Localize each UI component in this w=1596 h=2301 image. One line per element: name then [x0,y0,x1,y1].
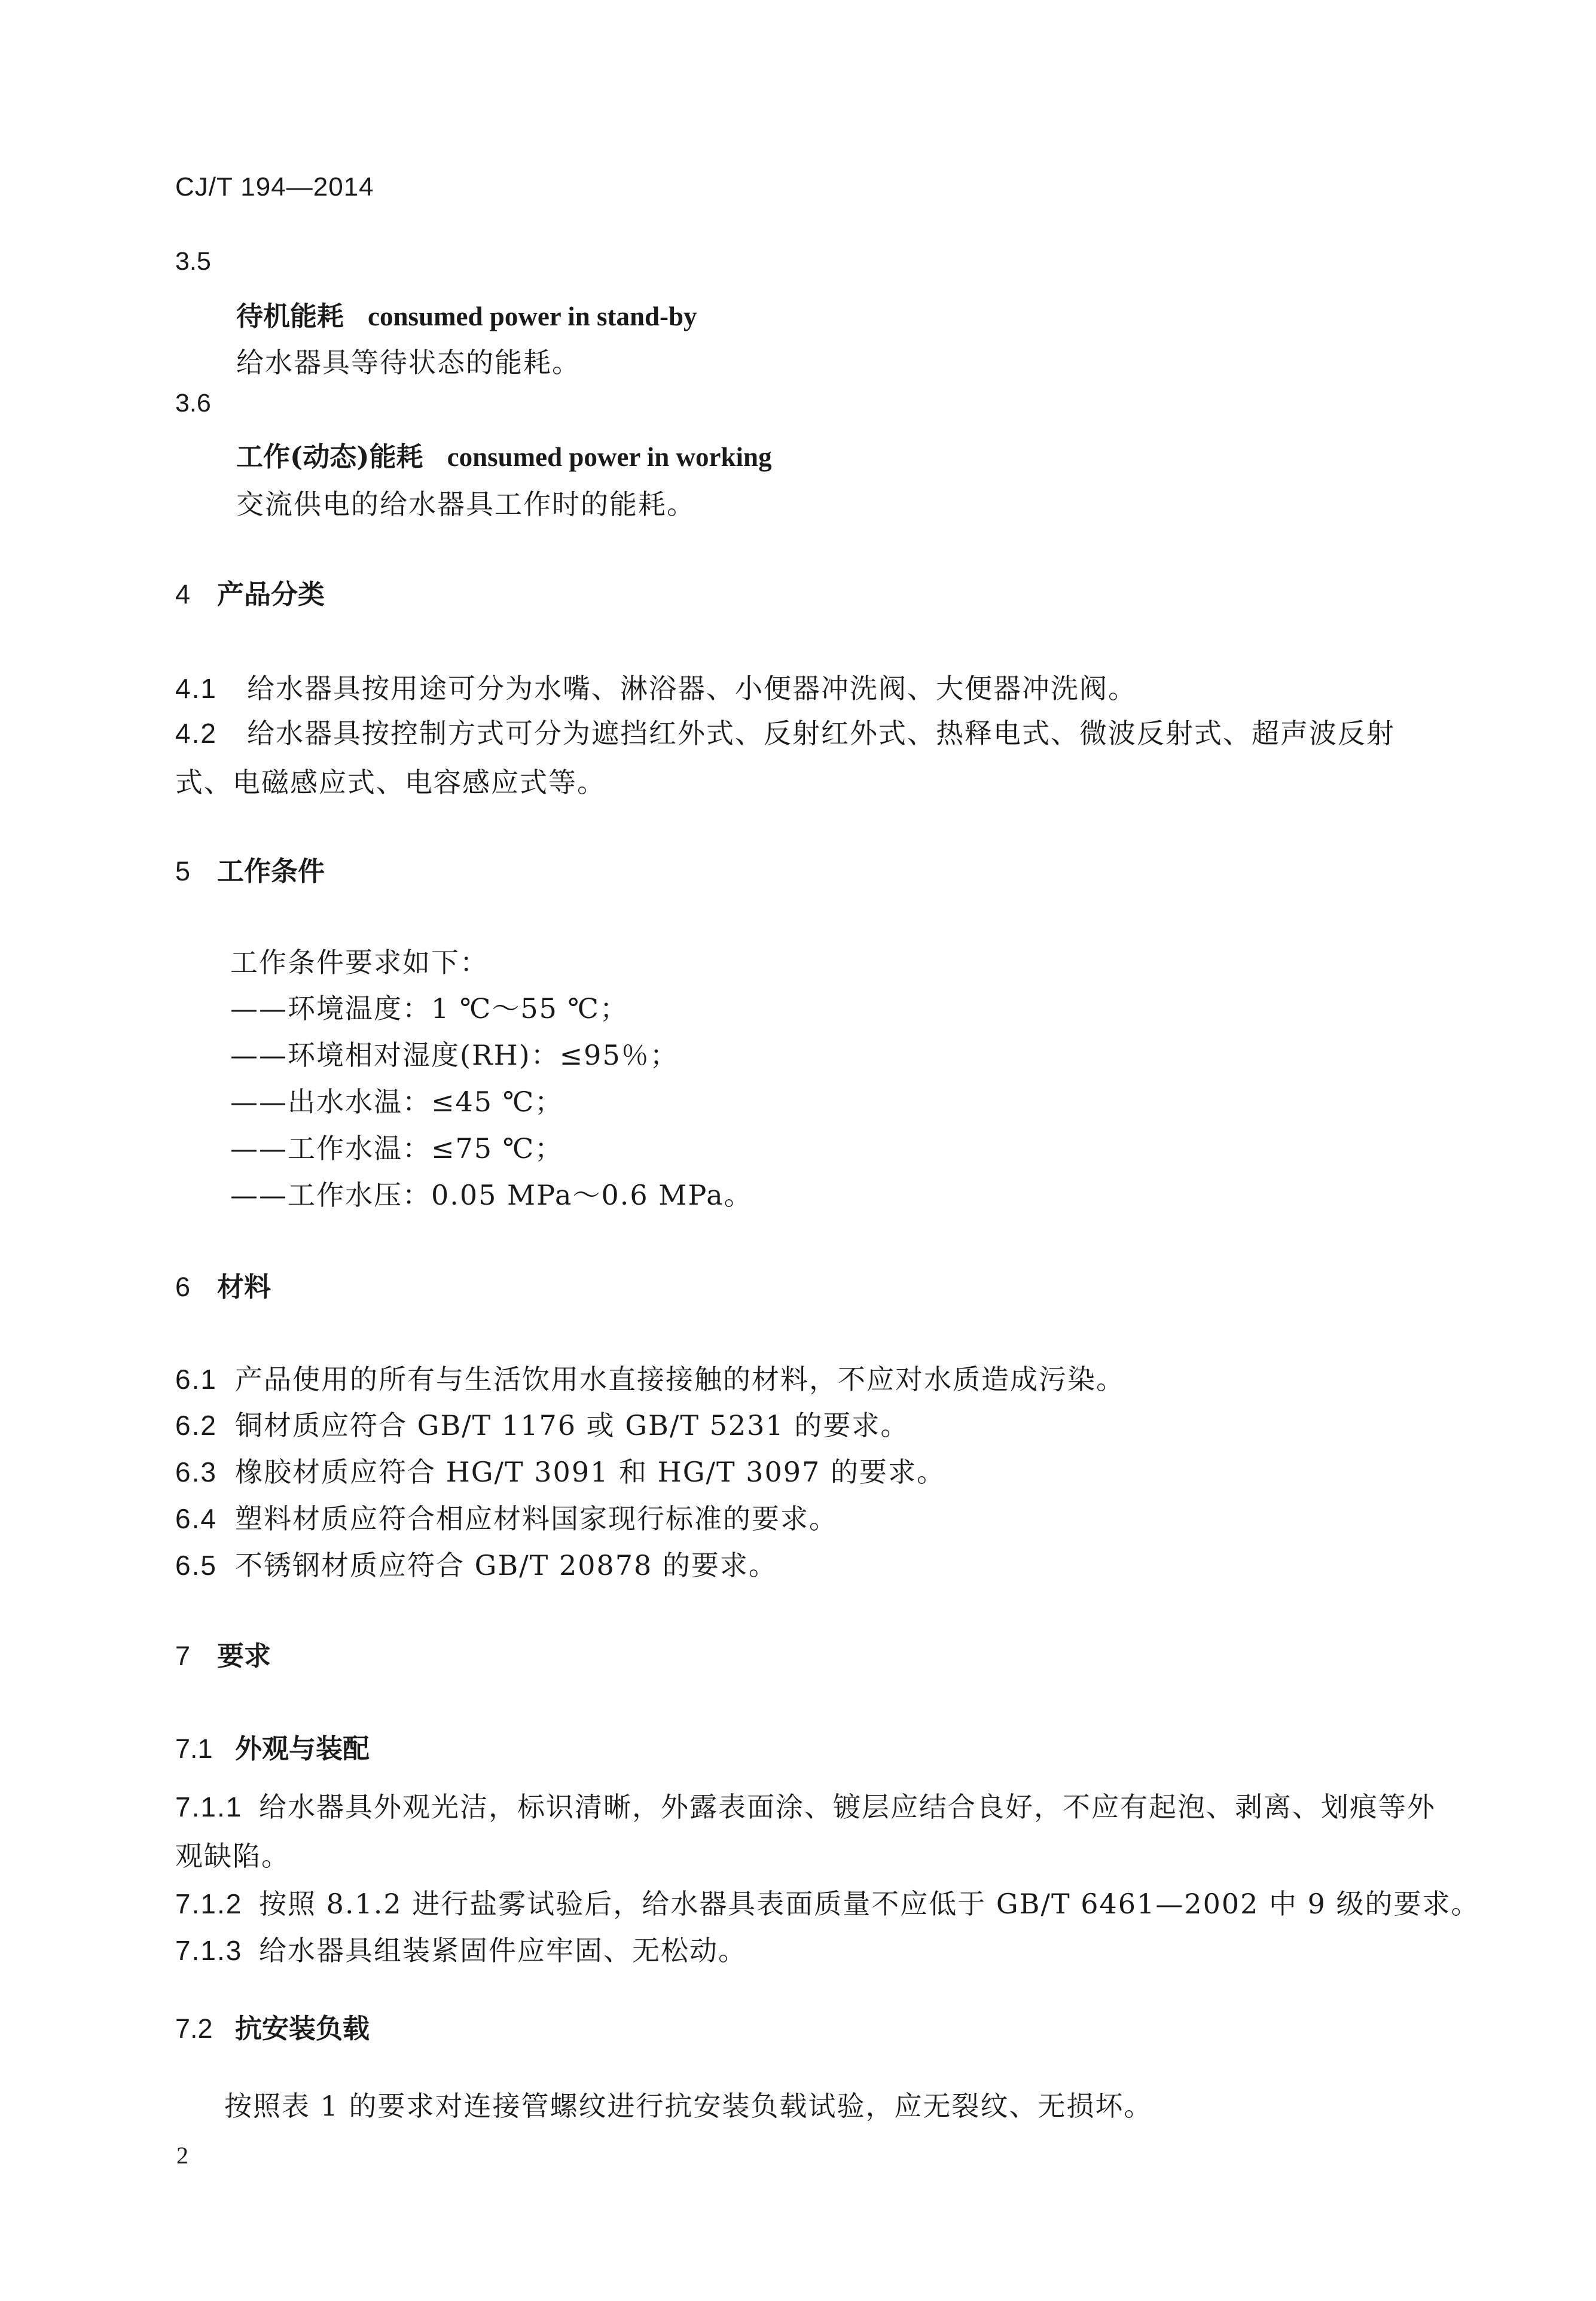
clause-6-2 [175,1404,909,1443]
term-en: consumed power in stand-by [368,301,697,331]
condition-item: ——工作水温：≤75 ℃； [230,1132,564,1165]
subsection-title: 外观与装配 [235,1733,370,1764]
clause-6-1 [175,1358,1125,1397]
clause-7-2-text: 按照表 1 的要求对连接管螺纹进行抗安装负载试验，应无裂纹、无损坏。 [224,2090,1153,2122]
clause-text: 给水器具组装紧固件应牢固、无松动。 [259,1934,747,1967]
section-title: 工作条件 [217,855,325,887]
clause-7-1-1 [175,1782,1449,1881]
clause-text: 给水器具按控制方式可分为遮挡红外式、反射红外式、热释电式、微波反射式、超声波反射式、电磁感应式、电容感应式等。 [175,717,1395,799]
clause-text: 塑料材质应符合相应材料国家现行标准的要求。 [235,1502,838,1535]
clause-number: 6.3 [175,1456,217,1488]
section-heading-5 [175,849,325,888]
clause-4-1 [175,667,1137,706]
clause-number: 7.1.2 [175,1888,243,1919]
clause-6-4 [175,1497,838,1537]
clause-number: 7.1.1 [175,1791,243,1822]
section-number: 5 [175,856,191,886]
subsection-number: 7.1 [175,1733,213,1764]
subsection-number: 7.2 [175,2013,213,2044]
clause-text: 给水器具外观光洁，标识清晰，外露表面涂、镀层应结合良好，不应有起泡、剥离、划痕等外观缺陷。 [175,1791,1436,1872]
clause-number-3-5: 3.5 [175,247,211,276]
section-number: 7 [175,1641,191,1671]
section-heading-6 [175,1265,271,1304]
clause-number: 6.5 [175,1550,217,1581]
clause-number: 6.1 [175,1364,217,1395]
clause-number: 7.1.3 [175,1935,243,1966]
term-definition-3-5: 给水器具等待状态的能耗。 [236,346,581,379]
clause-number: 4.2 [175,718,217,749]
section-number: 4 [175,579,191,609]
section-title: 产品分类 [217,578,325,610]
clause-text: 橡胶材质应符合 HG/T 3091 和 HG/T 3097 的要求。 [235,1456,945,1488]
subsection-title: 抗安装负载 [235,2013,370,2044]
term-3-6 [236,435,772,474]
term-zh: 工作(动态)能耗 [236,441,423,473]
clause-text: 按照 8.1.2 进行盐雾试验后，给水器具表面质量不应低于 GB/T 6461—2002 中 9 级的要求。 [259,1888,1480,1920]
clause-text: 产品使用的所有与生活饮用水直接接触的材料，不应对水质造成污染。 [235,1363,1125,1395]
clause-7-1-3 [175,1929,747,1968]
section-heading-4 [175,572,325,611]
page-number: 2 [176,2142,188,2169]
clause-6-3 [175,1450,945,1490]
section-title: 要求 [217,1640,271,1672]
clause-number: 6.4 [175,1503,217,1534]
clause-number: 4.1 [175,673,217,704]
subsection-heading-7-2 [175,2007,370,2046]
clause-6-5 [175,1544,777,1583]
section-heading-7 [175,1634,271,1673]
condition-item: ——出水水温：≤45 ℃； [230,1086,564,1118]
clause-text: 铜材质应符合 GB/T 1176 或 GB/T 5231 的要求。 [235,1409,910,1441]
term-zh: 待机能耗 [236,300,344,332]
conditions-intro: 工作条件要求如下： [230,946,489,979]
standard-code-header: CJ/T 194—2014 [175,172,374,202]
term-3-5 [236,294,697,333]
term-en: consumed power in working [447,442,772,472]
clause-text: 给水器具按用途可分为水嘴、淋浴器、小便器冲洗阀、大便器冲洗阀。 [247,672,1137,705]
condition-item: ——环境温度：1 ℃～55 ℃； [230,992,628,1025]
term-definition-3-6: 交流供电的给水器具工作时的能耗。 [236,488,695,520]
clause-number-3-6: 3.6 [175,389,211,417]
section-number: 6 [175,1272,191,1302]
clause-4-2 [175,709,1449,807]
section-title: 材料 [217,1271,271,1303]
clause-text: 不锈钢材质应符合 GB/T 20878 的要求。 [235,1549,777,1581]
condition-item: ——工作水压：0.05 MPa～0.6 MPa。 [230,1179,753,1211]
clause-7-1-2 [175,1882,1480,1922]
subsection-heading-7-1 [175,1727,370,1766]
condition-item: ——环境相对湿度(RH)：≤95％； [230,1039,679,1071]
clause-number: 6.2 [175,1410,217,1441]
